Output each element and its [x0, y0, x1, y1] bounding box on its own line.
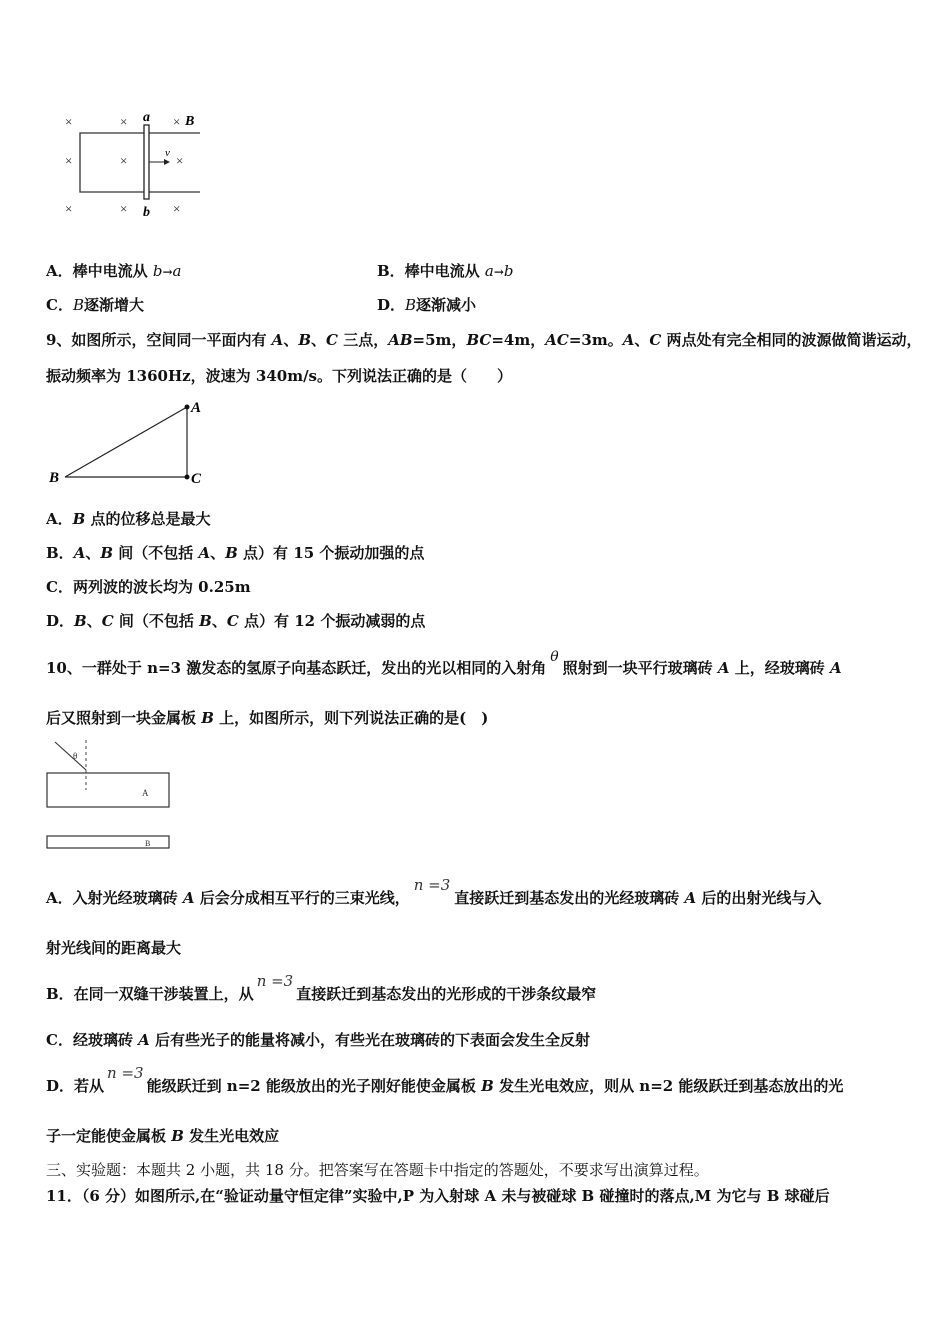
label-b: b: [143, 205, 150, 220]
source-c-dot: [185, 475, 190, 480]
label-plate-B: B: [145, 839, 151, 848]
field-cross: ×: [173, 114, 181, 129]
field-cross: ×: [120, 114, 128, 129]
field-cross: ×: [173, 201, 181, 216]
label-v: v: [165, 147, 170, 159]
glass-plate-A: [47, 773, 169, 807]
incident-ray: [55, 742, 86, 770]
q10-option-a-line2: 射光线间的距离最大: [46, 939, 182, 957]
q9-option-b: B．A、B 间（不包括 A、B 点）有 15 个振动加强的点: [46, 544, 425, 562]
q8-option-a: A．棒中电流从 b→a: [46, 262, 182, 280]
q10-option-a-line1: A．入射光经玻璃砖 A 后会分成相互平行的三束光线，n =3直接跃迁到基态发出的光经玻璃砖 A 后的出射光线与入: [46, 876, 822, 907]
metal-plate-B: [47, 836, 169, 848]
figure-rod-magnetic-field: [55, 108, 225, 218]
q10-stem-line1: 10、一群处于 n=3 激发态的氢原子向基态跃迁，发出的光以相同的入射角θ照射到一块平行玻璃砖 A 上，经玻璃砖 A: [46, 649, 842, 677]
field-cross: ×: [120, 201, 128, 216]
q10-stem-line2: 后又照射到一块金属板 B 上，如图所示，则下列说法正确的是( ): [46, 709, 489, 727]
label-C: C: [191, 471, 202, 487]
q8-option-c: C．B逐渐增大: [46, 296, 144, 314]
q9-option-c: C．两列波的波长均为 0.25m: [46, 578, 251, 596]
q10-option-b: B．在同一双缝干涉装置上，从n =3直接跃迁到基态发出的光形成的干涉条纹最窄: [46, 972, 597, 1003]
figure-glass-plate: [45, 738, 185, 853]
section-3-heading: 三、实验题：本题共 2 小题，共 18 分。把答案写在答题卡中指定的答题处，不要求写出演算过程。: [46, 1161, 709, 1179]
figure-triangle-abc: [45, 397, 215, 487]
label-theta: θ: [73, 751, 78, 761]
label-B: B: [49, 470, 60, 486]
q8-option-b: B．棒中电流从 a→b: [377, 262, 514, 280]
q8-option-d: D．B逐渐减小: [377, 296, 477, 314]
q10-option-d-line1: D．若从n =3能级跃迁到 n=2 能级放出的光子刚好能使金属板 B 发生光电效应，则从 n=2 能级跃迁到基态放出的光: [46, 1064, 844, 1095]
field-cross: ×: [120, 153, 128, 168]
label-field-B: B: [185, 114, 195, 129]
field-cross: ×: [65, 153, 73, 168]
q9-stem-line1: 9、如图所示，空间同一平面内有 A、B、C 三点，AB=5m，BC=4m，AC=3m。A、C 两点处有完全相同的波源做简谐运动，: [46, 331, 922, 349]
field-cross: ×: [65, 114, 73, 129]
q9-option-d: D．B、C 间（不包括 B、C 点）有 12 个振动减弱的点: [46, 612, 426, 630]
q11-stem: 11．（6 分）如图所示,在“验证动量守恒定律”实验中,P 为入射球 A 未与被碰球 B 碰撞时的落点,M 为它与 B 球碰后: [46, 1187, 830, 1205]
field-cross: ×: [65, 201, 73, 216]
source-a-dot: [185, 405, 190, 410]
label-A: A: [191, 400, 202, 416]
velocity-arrowhead: [164, 159, 170, 165]
q9-option-a: A．B 点的位移总是最大: [46, 510, 211, 528]
q9-stem-line2: 振动频率为 1360Hz，波速为 340m/s。下列说法正确的是（ ）: [46, 367, 512, 385]
field-cross: ×: [176, 153, 184, 168]
rod: [144, 125, 149, 199]
q10-option-c: C．经玻璃砖 A 后有些光子的能量将减小，有些光在玻璃砖的下表面会发生全反射: [46, 1031, 591, 1049]
label-plate-A: A: [142, 788, 149, 798]
q10-option-d-line2: 子一定能使金属板 B 发生光电效应: [46, 1127, 280, 1145]
side-ab: [65, 407, 187, 477]
label-a: a: [143, 110, 150, 125]
